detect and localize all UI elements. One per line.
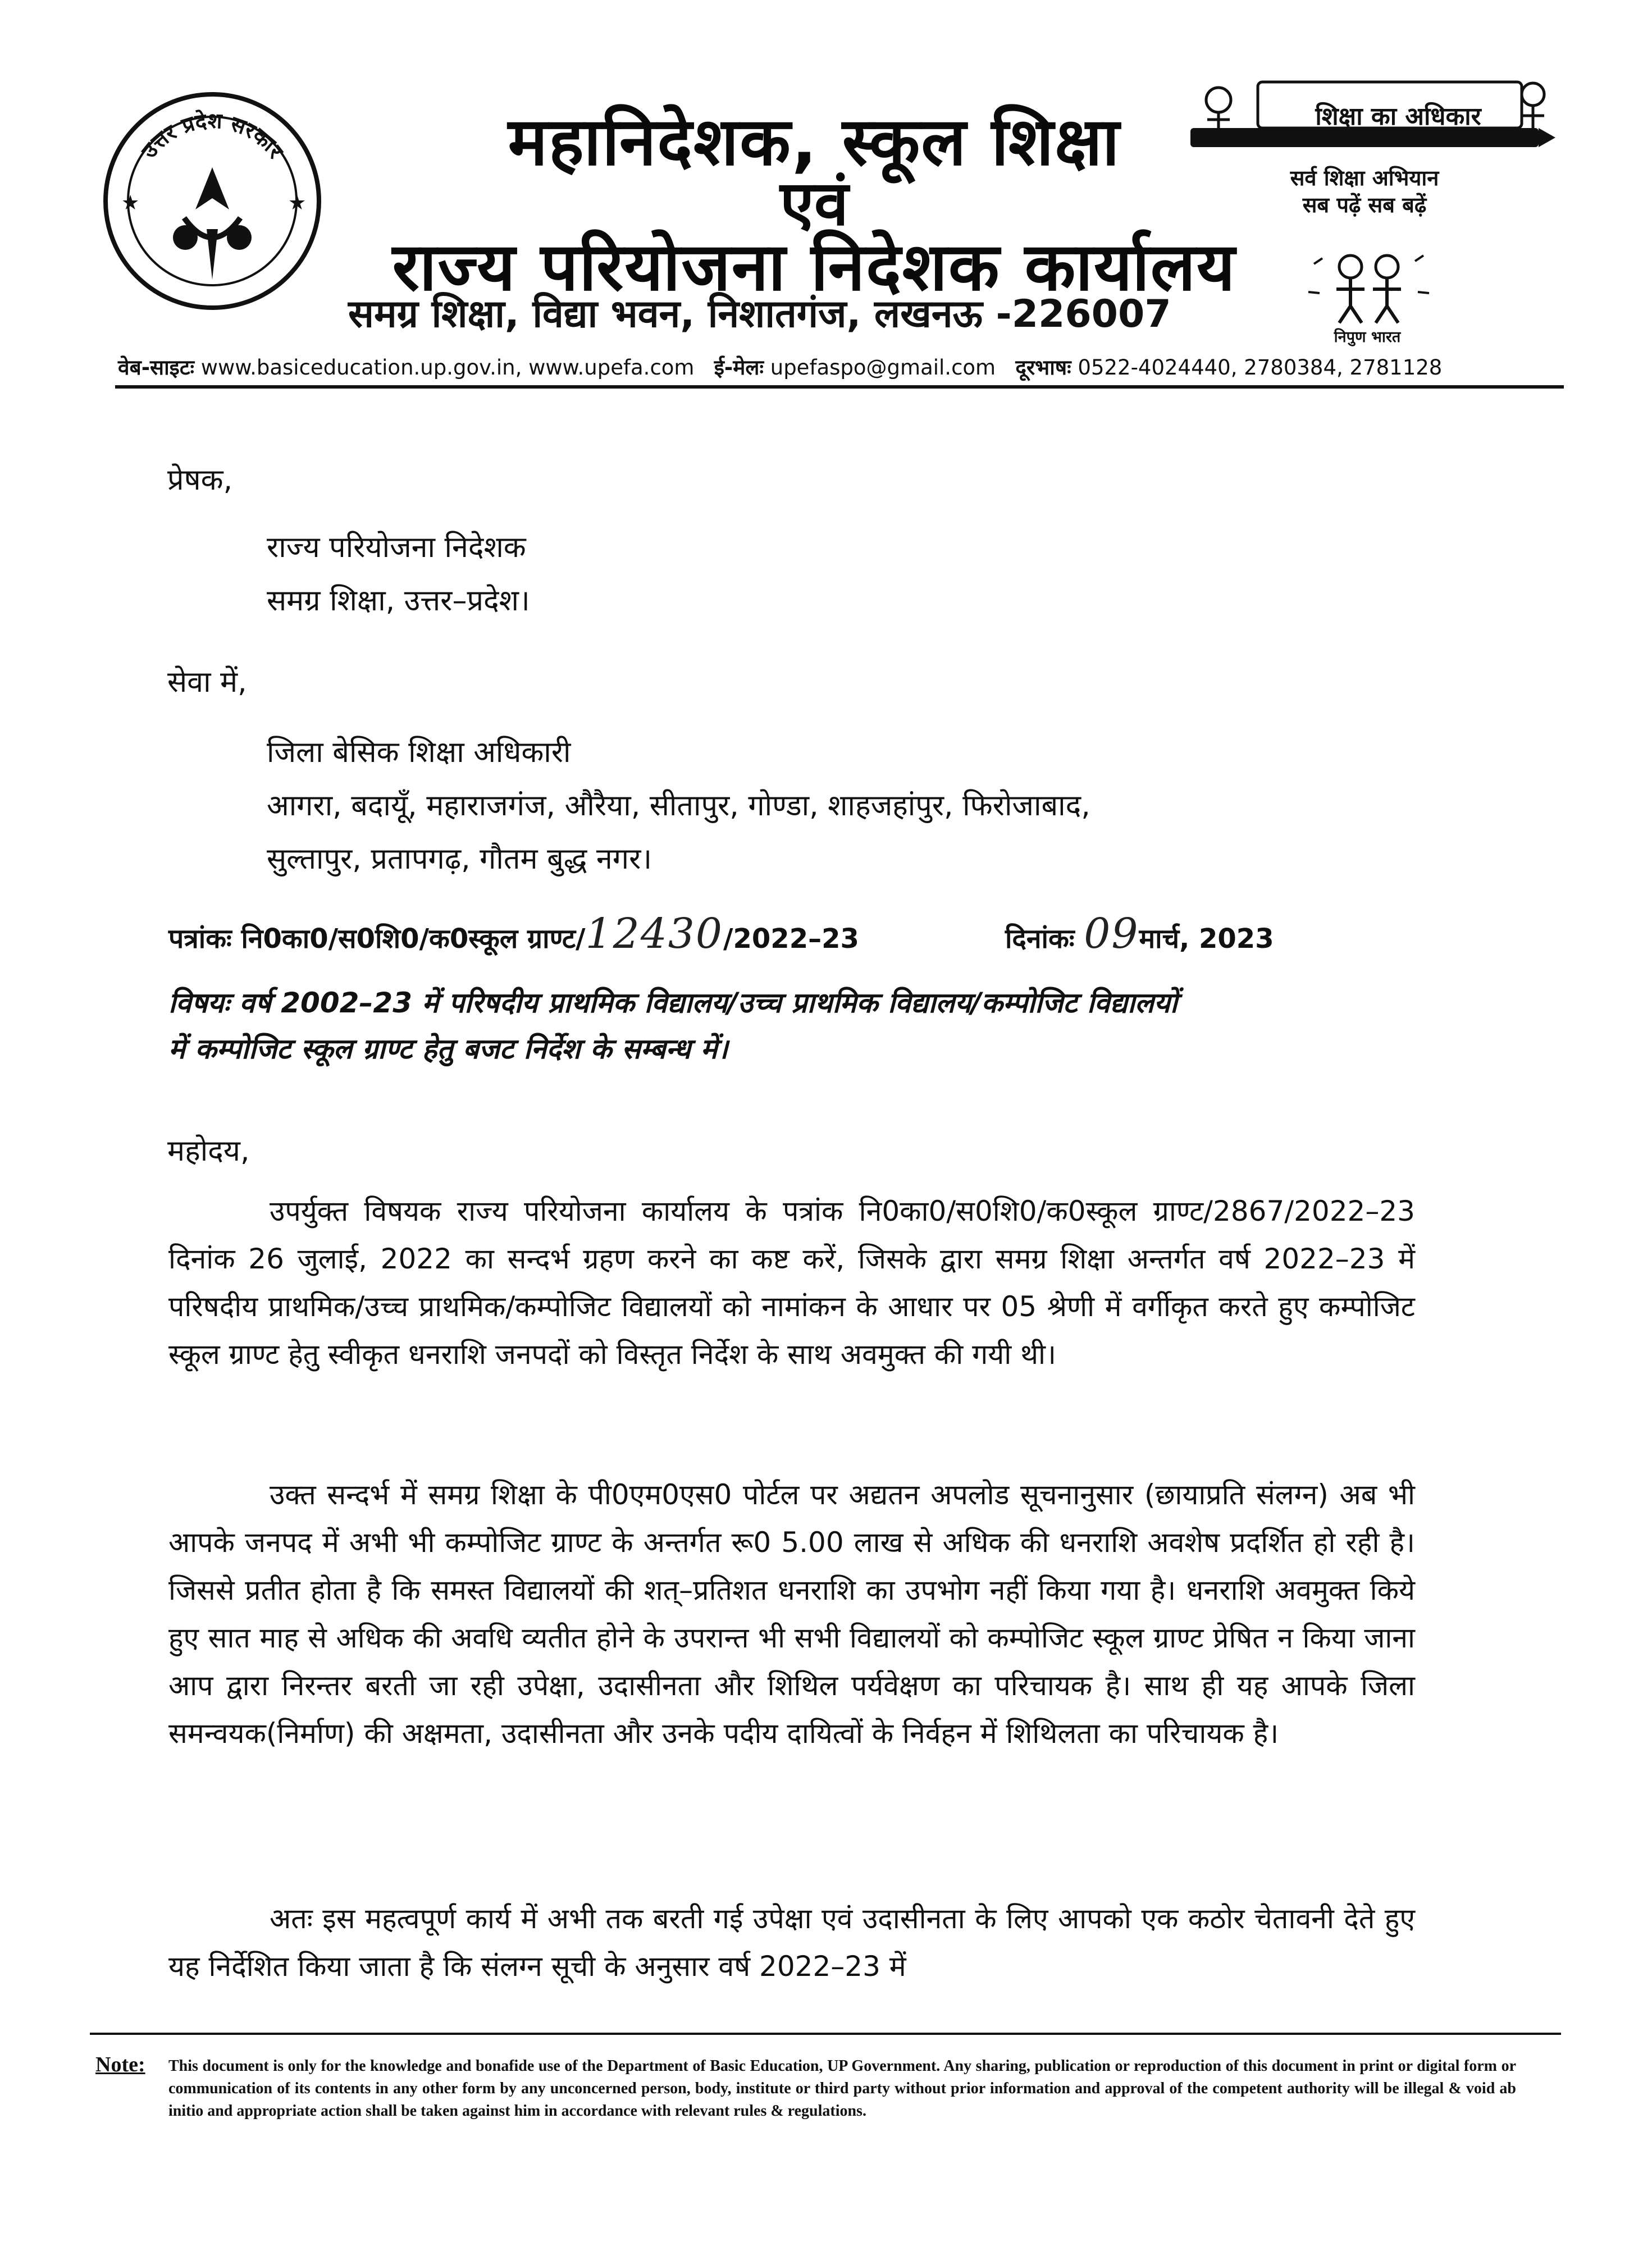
- seal-text: उत्तर प्रदेश सरकार: [136, 108, 289, 163]
- office-title-line2: एवं: [780, 167, 848, 239]
- sender-line2: समग्र शिक्षा, उत्तर–प्रदेश।: [267, 584, 530, 618]
- recipient-label: सेवा में,: [167, 665, 247, 699]
- office-address: समग्र शिक्षा, विद्या भवन, निशातगंज, लखनऊ -226007: [348, 292, 1171, 336]
- phone-numbers: 0522-4024440, 2780384, 2781128: [1078, 355, 1443, 380]
- note-label: Note:: [95, 2053, 145, 2076]
- handwritten-reference-number: 12430: [585, 910, 723, 958]
- svg-text:उत्तर प्रदेश सरकार: [136, 108, 289, 164]
- date-label: दिनांकः: [1005, 923, 1075, 955]
- ssa-slogan-line2: सब पढ़ें सब बढ़ें: [1302, 193, 1427, 217]
- sender-label: प्रेषक,: [167, 463, 233, 497]
- paragraph-2-text: उक्त सन्दर्भ में समग्र शिक्षा के पी0एम0एस0 पोर्टल पर अद्यतन अपलोड सूचनानुसार (छायाप्रति संलग्न) अब भी आपके जनपद में अभी भी कम्पोजिट ग्राण्ट के अन्तर्गत रू0 5.00 लाख से अधिक की धनराशि अवशेष प्रदर्शित हो रही है। जिससे प्रतीत होता है कि समस्त विद्यालयों की शत्–प्रतिशत धनराशि का उपभोग नहीं किया गया है। धनराशि अवमुक्त किये हुए सात माह से अधिक की अवधि व्यतीत होने के उपरान्त भी सभी विद्यालयों को कम्पोजिट स्कूल ग्राण्ट प्रेषित न किया जाना आप द्वारा निरन्तर बरती जा रही उपेक्षा, उदासीनता और शिथिल पर्यवेक्षण का परिचायक है। साथ ही यह आपके जिला समन्वयक(निर्माण) की अक्षमता, उदासीनता और उनके पदीय दायित्वों के निर्वहन में शिथिलता का परिचायक है।: [168, 1478, 1415, 1750]
- salutation: महोदय,: [167, 1134, 250, 1168]
- nipun-bharat-text: निपुण भारत: [1334, 328, 1401, 346]
- office-title-line3: राज्य परियोजना निदेशक कार्यालय: [392, 228, 1236, 305]
- ssa-slogan-line1: सर्व शिक्षा अभियान: [1290, 166, 1439, 190]
- svg-text:★: ★: [288, 191, 307, 214]
- recipient-line3: सुल्तापुर, प्रतापगढ़, गौतम बुद्ध नगर।: [267, 842, 652, 876]
- nipun-bharat-logo: [1297, 241, 1437, 326]
- confidentiality-note: This document is only for the knowledge and bonafide use of the Department of Basic Education, UP Government. Any sharing, publication or reproduction of this document in print or digital form or communication of its contents in any other form by any unconcerned person, body, institute or third party without prior information and approval of the competent authority will be illegal & void ab initio and appropriate action shall be taken against him in accordance with relevant rules & regulations.: [168, 2057, 1516, 2120]
- recipient-line2: आगरा, बदायूँ, महाराजगंज, औरैया, सीतापुर, गोण्डा, शाहजहांपुर, फिरोजाबाद,: [267, 789, 1090, 823]
- phone-label: दूरभाषः: [1015, 355, 1071, 380]
- website-links[interactable]: www.basiceducation.up.gov.in, www.upefa.com: [200, 355, 695, 380]
- email-address[interactable]: upefaspo@gmail.com: [770, 355, 996, 380]
- paragraph-1-text: उपर्युक्त विषयक राज्य परियोजना कार्यालय के पत्रांक नि0का0/स0शि0/क0स्कूल ग्राण्ट/2867/2022–23 दिनांक 26 जुलाई, 2022 का सन्दर्भ ग्रहण करने का कष्ट करें, जिसके द्वारा समग्र शिक्षा अन्तर्गत वर्ष 2022–23 में परिषदीय प्राथमिक/उच्च प्राथमिक/कम्पोजिट विद्यालयों को नामांकन के आधार पर 05 श्रेणी में वर्गीकृत करते हुए कम्पोजिट स्कूल ग्राण्ट हेतु स्वीकृत धनराशि जनपदों को विस्तृत निर्देश के साथ अवमुक्त की गयी थी।: [168, 1195, 1415, 1371]
- website-label: वेब-साइटः: [118, 355, 194, 380]
- header-divider: [115, 385, 1564, 389]
- letter-date: [1005, 910, 1274, 958]
- paragraph-3-text: अतः इस महत्वपूर्ण कार्य में अभी तक बरती गई उपेक्षा एवं उदासीनता के लिए आपको एक कठोर चेतावनी देते हुए यह निर्देशित किया जाता है कि संलग्न सूची के अनुसार वर्ष 2022–23 में: [168, 1902, 1415, 1983]
- handwritten-date-day: 09: [1084, 910, 1139, 958]
- subject-line2: में कम्पोजिट स्कूल ग्राण्ट हेतु बजट निर्देश के सम्बन्ध में।: [168, 1033, 728, 1065]
- up-government-seal: [100, 89, 325, 313]
- date-month-year: मार्च, 2023: [1139, 923, 1274, 955]
- email-label: ई-मेलः: [714, 355, 764, 380]
- reference-number: [168, 910, 859, 958]
- recipient-line1: जिला बेसिक शिक्षा अधिकारी: [267, 736, 571, 769]
- reference-prefix: पत्रांकः नि0का0/स0शि0/क0स्कूल ग्राण्ट/: [168, 923, 586, 955]
- body-paragraph-3: [168, 1895, 1415, 1991]
- rte-logo-text: शिक्षा का अधिकार: [1315, 102, 1481, 131]
- sender-line1: राज्य परियोजना निदेशक: [267, 531, 526, 564]
- body-paragraph-1: [168, 1188, 1415, 1378]
- office-title-line1: महानिदेशक, स्कूल शिक्षा: [508, 103, 1121, 180]
- contact-line: [118, 354, 1555, 382]
- reference-suffix: /2022–23: [723, 923, 859, 955]
- svg-text:★: ★: [121, 191, 140, 214]
- body-paragraph-2: [168, 1471, 1415, 1757]
- footer-divider: [90, 2033, 1561, 2035]
- subject-line1: विषयः वर्ष 2002–23 में परिषदीय प्राथमिक विद्यालय/उच्च प्राथमिक विद्यालय/कम्पोजिट विद्यालयों: [168, 987, 1178, 1019]
- letter-subject: [168, 980, 1432, 1072]
